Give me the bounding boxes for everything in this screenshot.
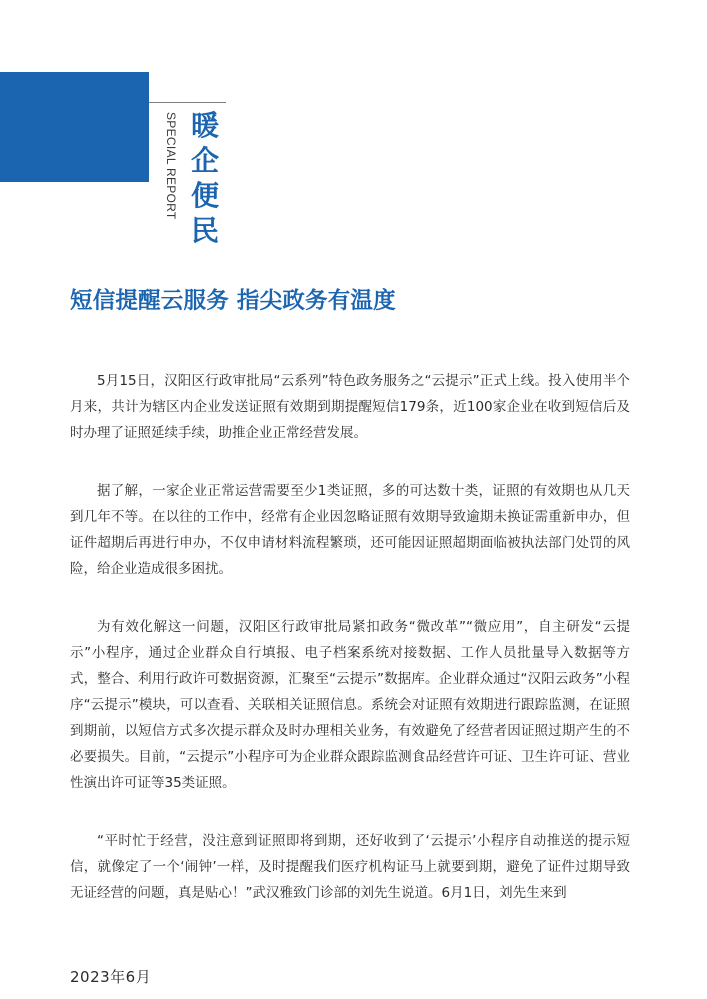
header-divider: [149, 102, 226, 103]
article-paragraph: 5月15日，汉阳区行政审批局“云系列”特色政务服务之“云提示”正式上线。投入使用半个月来，共计为辖区内企业发送证照有效期到期提醒短信179条，近100家企业在收到短信后及时办理了证照延续手续，助推企业正常经营发展。: [70, 373, 630, 441]
header-color-block: [0, 72, 149, 182]
article-paragraph: “平时忙于经营，没注意到证照即将到期，还好收到了‘云提示’小程序自动推送的提示短信，就像定了一个‘闹钟’一样，及时提醒我们医疗机构证马上就要到期，避免了证件过期导致无证经营的问题，真是贴心！”武汉雅致门诊部的刘先生说道。6月1日，刘先生来到: [70, 833, 630, 901]
article-title: 短信提醒云服务 指尖政务有温度: [70, 288, 396, 314]
issue-date: 2023年6月: [70, 968, 152, 986]
article-paragraph: 为有效化解这一问题，汉阳区行政审批局紧扣政务“微改革”“微应用”，自主研发“云提示”小程序，通过企业群众自行填报、电子档案系统对接数据、工作人员批量导入数据等方式，整合、利用行政许可数据资源，汇聚至“云提示”数据库。企业群众通过“汉阳云政务”小程序“云提示”模块，可以查看、关联相关证照信息。系统会对证照有效期进行跟踪监测，在证照到期前，以短信方式多次提示群众及时办理相关业务，有效避免了经营者因证照过期产生的不必要损失。目前，“云提示”小程序可为企业群众跟踪监测食品经营许可证、卫生许可证、营业性演出许可证等35类证照。: [70, 619, 630, 791]
column-title: 暖企便民: [190, 109, 219, 247]
article-paragraph: 据了解，一家企业正常运营需要至少1类证照，多的可达数十类，证照的有效期也从几天到几年不等。在以往的工作中，经常有企业因忽略证照有效期导致逾期未换证需重新申办，但证件超期后再进行申办，不仅申请材料流程繁琐，还可能因证照超期面临被执法部门处罚的风险，给企业造成很多困扰。: [70, 483, 630, 577]
article-body: [70, 368, 630, 901]
column-label: SPECIAL REPORT: [164, 112, 178, 220]
